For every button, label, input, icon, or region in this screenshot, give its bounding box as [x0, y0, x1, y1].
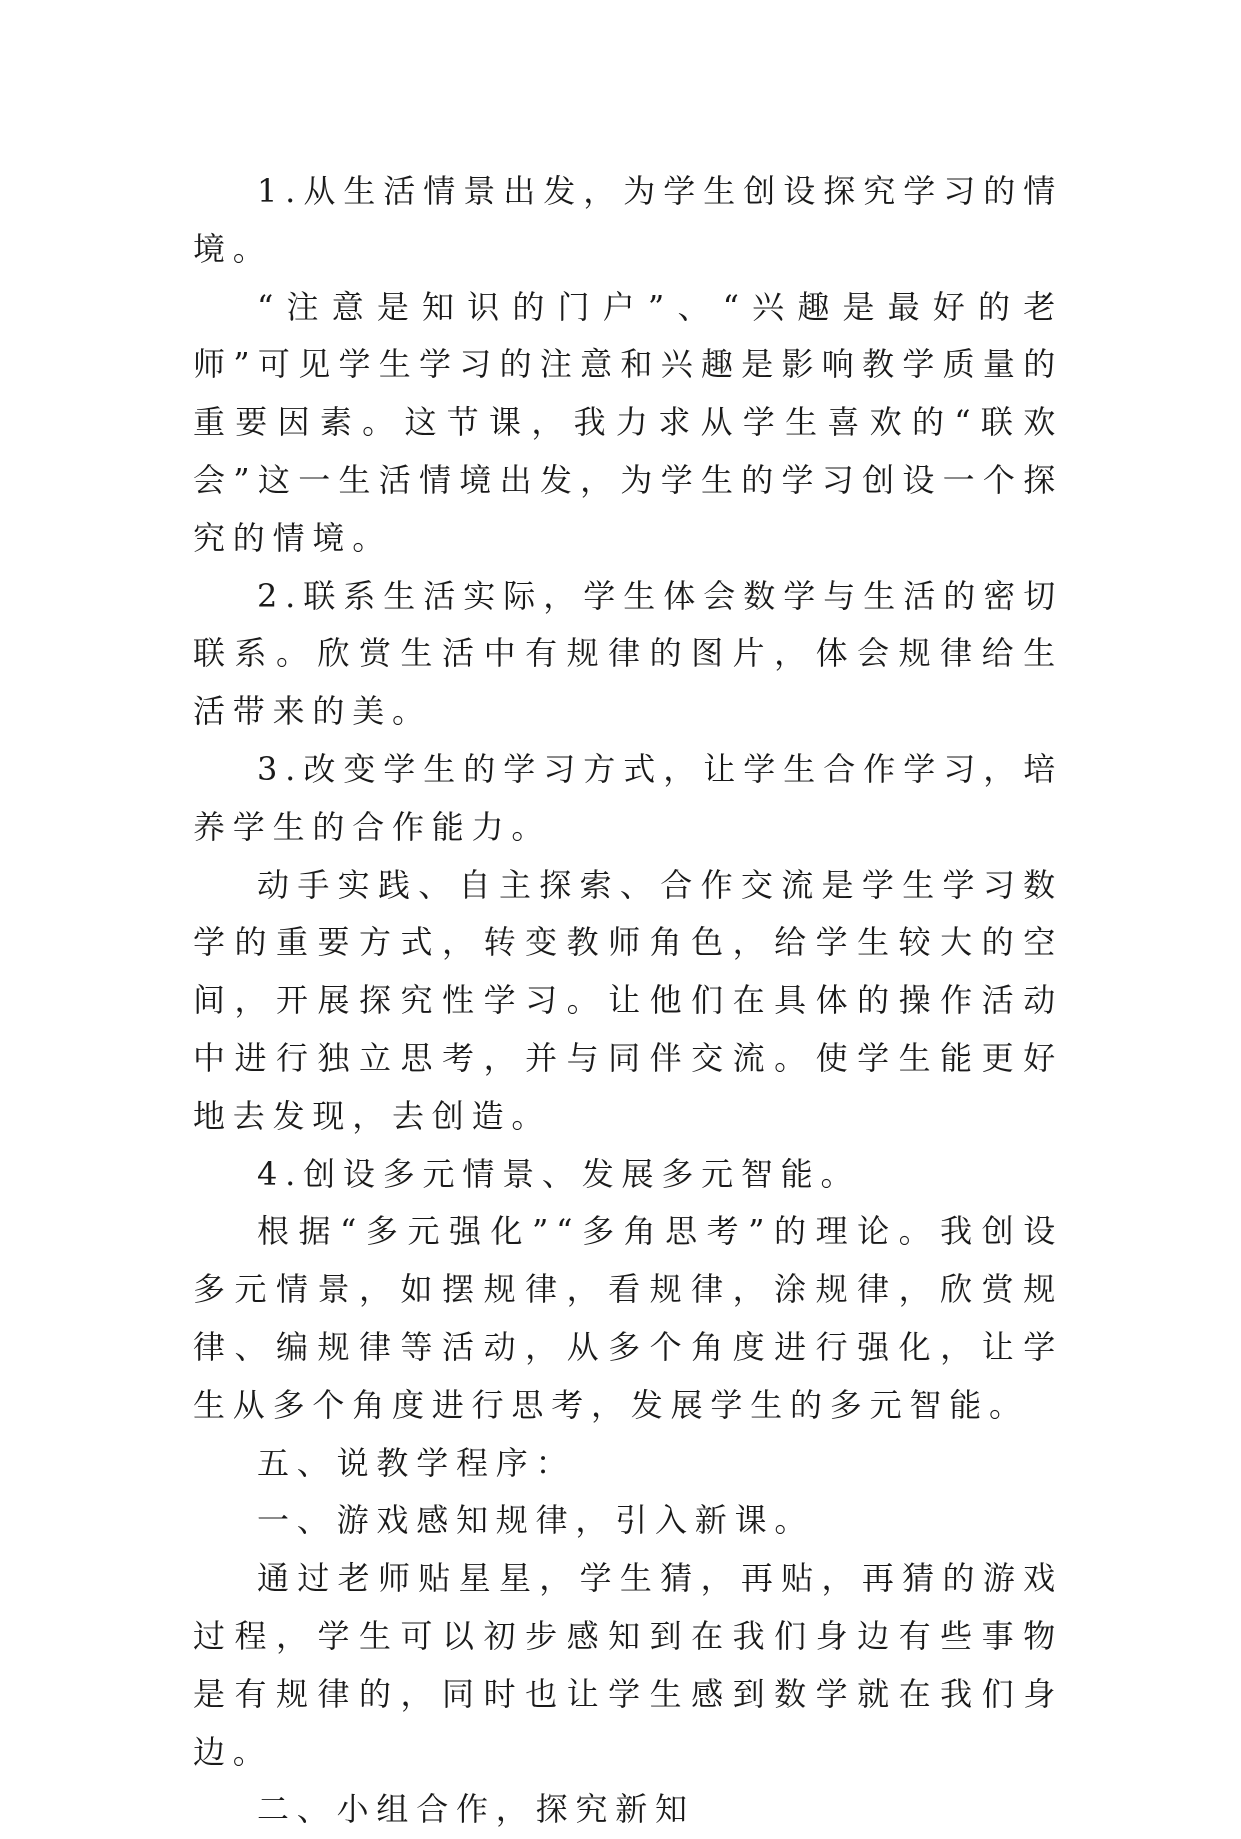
paragraph-2: “注意是知识的门户”、“兴趣是最好的老师”可见学生学习的注意和兴趣是影响教学质量的重要因素。这节课，我力求从学生喜欢的“联欢会”这一生活情境出发，为学生的学习创设一个探究的情境。 — [193, 287, 1063, 557]
document-body — [193, 163, 1063, 1839]
paragraph-8: 通过老师贴星星，学生猜，再贴，再猜的游戏过程，学生可以初步感知到在我们身边有些事物是有规律的，同时也让学生感到数学就在我们身边。 — [193, 1559, 1063, 1771]
section-heading-5: 五、说教学程序： — [257, 1443, 576, 1482]
paragraph-4: 3.改变学生的学习方式，让学生合作学习，培养学生的合作能力。 — [193, 749, 1063, 846]
subheading-1: 一、游戏感知规律，引入新课。 — [257, 1501, 815, 1540]
paragraph-3: 2.联系生活实际，学生体会数学与生活的密切联系。欣赏生活中有规律的图片，体会规律给生活带来的美。 — [193, 576, 1063, 731]
paragraph-6: 4.创设多元情景、发展多元智能。 — [257, 1154, 861, 1193]
paragraph-1: 1.从生活情景出发，为学生创设探究学习的情境。 — [193, 172, 1063, 268]
subheading-2: 二、小组合作，探究新知 — [257, 1790, 695, 1829]
paragraph-7: 根据“多元强化”“多角思考”的理论。我创设多元情景，如摆规律，看规律，涂规律，欣赏规律、编规律等活动，从多个角度进行强化，让学生从多个角度进行思考，发展学生的多元智能。 — [193, 1212, 1063, 1424]
paragraph-5: 动手实践、自主探索、合作交流是学生学习数学的重要方式，转变教师角色，给学生较大的空间，开展探究性学习。让他们在具体的操作活动中进行独立思考，并与同伴交流。使学生能更好地去发现，去创造。 — [193, 865, 1063, 1135]
